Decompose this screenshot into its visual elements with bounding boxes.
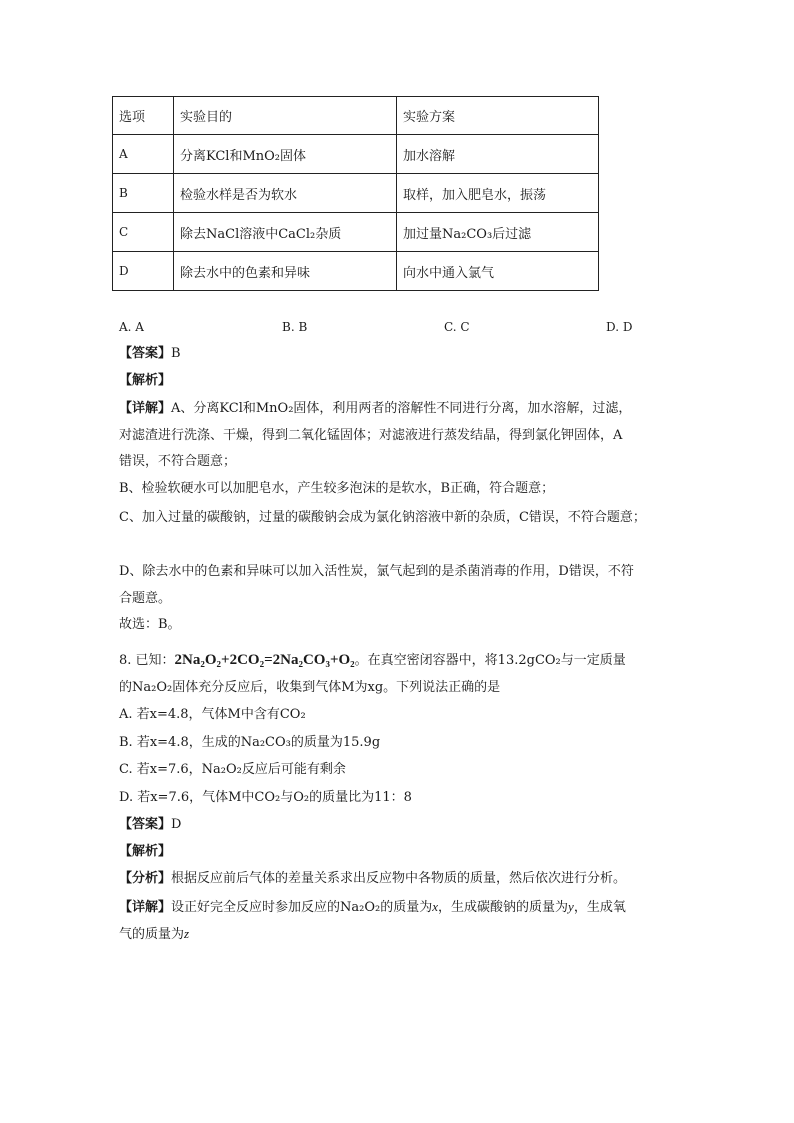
detail-text: ，生成氧 — [573, 900, 626, 915]
q8-prefix: 8. 已知： — [119, 653, 175, 668]
answer-label: 【答案】 — [119, 817, 172, 832]
detail-label: 【详解】 — [119, 900, 172, 915]
q7-conclusion: 故选：B。 — [119, 617, 181, 632]
detail-text: A、分离KCl和MnO₂固体，利用两者的溶解性不同进行分离，加水溶解，过滤， — [171, 401, 632, 416]
fenxi-text: 根据反应前后气体的差量关系求出反应物中各物质的质量，然后依次进行分析。 — [171, 871, 627, 886]
table-cell-plan: 加水溶解 — [397, 135, 599, 174]
q8-answer — [119, 815, 181, 835]
table-cell-plan: 向水中通入氯气 — [397, 252, 599, 291]
q7-detail-a-line-1 — [119, 399, 631, 419]
table-row — [113, 213, 599, 252]
q7-option-a: A. A — [119, 320, 144, 334]
q8-detail-line-2 — [119, 924, 189, 945]
table-header-row — [113, 97, 599, 135]
detail-text: ，生成碳酸钠的质量为 — [438, 900, 569, 915]
q8-option-a: A. 若x=4.8，气体M中含有CO₂ — [119, 707, 306, 722]
q7-detail-d-line-2: 合题意。 — [119, 591, 172, 606]
table-cell-key: C — [113, 213, 174, 252]
table-row — [113, 252, 599, 291]
q8-analysis-label: 【解析】 — [119, 844, 172, 859]
table-row — [113, 135, 599, 174]
variable-y: y — [568, 899, 574, 914]
variable-z: z — [184, 926, 190, 941]
answer-value: B — [171, 346, 181, 361]
answer-label: 【答案】 — [119, 346, 172, 361]
table-header: 实验目的 — [174, 97, 397, 135]
table-cell-plan: 取样，加入肥皂水，振荡 — [397, 174, 599, 213]
q7-option-c: C. C — [444, 320, 470, 334]
variable-x: x — [432, 899, 439, 914]
table-cell-purpose: 检验水样是否为软水 — [174, 174, 397, 213]
q8-stem-text: 。在真空密闭容器中，将13.2gCO₂与一定质量 — [354, 653, 626, 668]
q7-option-d: D. D — [606, 320, 633, 334]
q7-detail-a-line-2: 对滤渣进行洗涤、干燥，得到二氧化锰固体；对滤液进行蒸发结晶，得到氯化钾固体，A — [119, 428, 623, 443]
detail-label: 【详解】 — [119, 401, 172, 416]
q7-answer — [119, 344, 181, 364]
table-cell-purpose: 除去NaCl溶液中CaCl₂杂质 — [174, 213, 397, 252]
q8-fenxi — [119, 869, 626, 889]
table-cell-purpose: 除去水中的色素和异味 — [174, 252, 397, 291]
table-cell-purpose: 分离KCl和MnO₂固体 — [174, 135, 397, 174]
q7-option-b: B. B — [282, 320, 308, 334]
table-header: 选项 — [113, 97, 174, 135]
fenxi-label: 【分析】 — [119, 871, 172, 886]
q7-detail-c: C、加入过量的碳酸钠，过量的碳酸钠会成为氯化钠溶液中新的杂质，C错误，不符合题意； — [119, 510, 646, 525]
q8-option-c: C. 若x=7.6，Na₂O₂反应后可能有剩余 — [119, 762, 346, 777]
detail-text: 气的质量为 — [119, 927, 185, 942]
detail-text: 设正好完全反应时参加反应的Na₂O₂的质量为 — [171, 900, 433, 915]
q7-detail-d-line-1: D、除去水中的色素和异味可以加入活性炭，氯气起到的是杀菌消毒的作用，D错误，不符 — [119, 564, 634, 579]
q7-detail-b: B、检验软硬水可以加肥皂水，产生较多泡沫的是软水，B正确，符合题意； — [119, 481, 555, 496]
q8-detail-line-1 — [119, 897, 626, 918]
q8-option-b: B. 若x=4.8，生成的Na₂CO₃的质量为15.9g — [119, 735, 381, 750]
experiment-table — [112, 96, 599, 291]
table-row — [113, 174, 599, 213]
q8-stem-line-1 — [119, 650, 626, 671]
q7-detail-a-line-3: 错误，不符合题意； — [119, 454, 237, 469]
table-cell-plan: 加过量Na₂CO₃后过滤 — [397, 213, 599, 252]
q7-analysis-label: 【解析】 — [119, 373, 172, 388]
q8-option-d: D. 若x=7.6，气体M中CO₂与O₂的质量比为11：8 — [119, 790, 412, 805]
table-cell-key: D — [113, 252, 174, 291]
chemical-equation: 2Na₂O₂+2CO₂=2Na₂CO₃+O₂ — [174, 652, 355, 668]
table-cell-key: A — [113, 135, 174, 174]
table-cell-key: B — [113, 174, 174, 213]
q8-stem-line-2: 的Na₂O₂固体充分反应后，收集到气体M为xg。下列说法正确的是 — [119, 680, 501, 695]
answer-value: D — [171, 817, 182, 832]
table-header: 实验方案 — [397, 97, 599, 135]
